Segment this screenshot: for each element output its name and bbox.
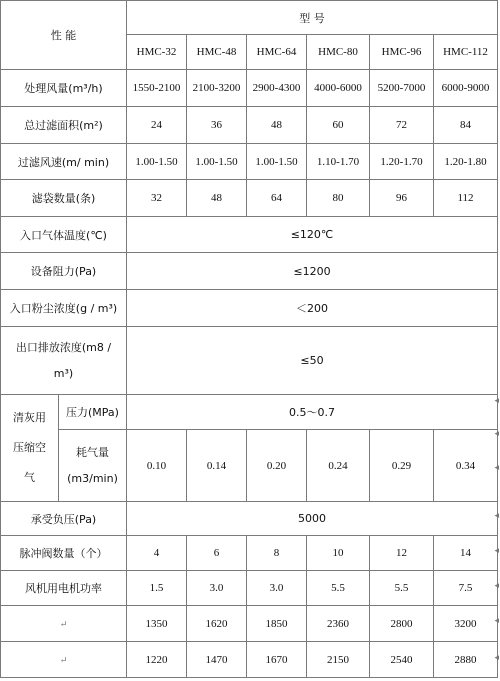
table-cell: 1850 [247,606,307,642]
table-cell: 1.00-1.50 [127,144,187,180]
table-cell: 1.5 [127,571,187,606]
table-cell: 1.20-1.70 [370,144,434,180]
table-cell: 0.24 [307,430,370,502]
table-cell: 1620 [187,606,247,642]
table-cell: 0.10 [127,430,187,502]
row-end-mark-icon: ◂ [494,615,499,625]
model-header: 型 号 [127,1,498,35]
table-cell: 1.20-1.80 [434,144,498,180]
table-cell: 1220 [127,642,187,678]
row-end-mark-icon: ◂ [494,428,499,438]
compressed-air-group-label [1,395,59,502]
model-name: HMC-96 [370,35,434,70]
table-cell: 10 [307,536,370,571]
table-cell: 3.0 [187,571,247,606]
table-cell: 2900-4300 [247,70,307,107]
row-label-line: 耗气量 [76,445,109,459]
table-cell: 72 [370,107,434,144]
model-name: HMC-48 [187,35,247,70]
table-cell: 1.00-1.50 [247,144,307,180]
table-cell: 0.20 [247,430,307,502]
table-cell: 8 [247,536,307,571]
table-cell: 48 [187,180,247,217]
group-label-line: 气 [24,471,35,484]
table-cell: 14 [434,536,498,571]
table-cell: ≤1200 [127,253,498,290]
row-label: 处理风量(m³/h) [1,70,127,107]
model-name: HMC-112 [434,35,498,70]
table-cell: 0.5～0.7 [127,395,498,430]
row-label: 入口气体温度(℃) [1,217,127,253]
row-label: 过滤风速(m/ min) [1,144,127,180]
table-cell: 96 [370,180,434,217]
table-cell: 0.34 [434,430,498,502]
row-end-mark-icon: ◂ [494,462,499,472]
table-row [1,502,498,536]
model-name: HMC-32 [127,35,187,70]
table-cell: 5.5 [370,571,434,606]
table-cell: 2800 [370,606,434,642]
table-cell: 84 [434,107,498,144]
table-cell: 2540 [370,642,434,678]
table-row [1,144,498,180]
performance-header: 性 能 [1,1,127,70]
table-row [1,290,498,327]
table-cell: 2880 [434,642,498,678]
row-end-mark-icon: ◂ [494,510,499,520]
table-cell: 64 [247,180,307,217]
row-label-line: (m3/min) [67,471,118,485]
table-cell: 1470 [187,642,247,678]
row-label: 总过滤面积(m²) [1,107,127,144]
table-cell: 2150 [307,642,370,678]
row-label-empty [1,642,127,678]
table-cell: 4 [127,536,187,571]
table-cell: 1550-2100 [127,70,187,107]
row-end-mark-icon: ◂ [494,652,499,662]
table-cell: 112 [434,180,498,217]
table-row [1,107,498,144]
table-row [1,536,498,571]
table-cell: 5200-7000 [370,70,434,107]
table-cell: 2360 [307,606,370,642]
row-end-mark-icon: ◂ [494,395,499,405]
row-label: 压力(MPa) [59,395,127,430]
table-cell: 6000-9000 [434,70,498,107]
header-row [1,1,498,35]
table-cell: 3200 [434,606,498,642]
table-row [1,217,498,253]
table-cell: 2100-3200 [187,70,247,107]
table-cell: 3.0 [247,571,307,606]
row-label-line: m³) [53,366,74,380]
table-row [1,70,498,107]
table-row [1,180,498,217]
paragraph-mark-icon: ↵ [59,654,68,665]
table-cell: 1670 [247,642,307,678]
table-cell: 5.5 [307,571,370,606]
table-cell: 0.29 [370,430,434,502]
paragraph-mark-icon: ↵ [59,618,68,629]
row-end-mark-icon: ◂ [494,545,499,555]
table-cell: 36 [187,107,247,144]
model-name: HMC-64 [247,35,307,70]
row-label: 设备阻力(Pa) [1,253,127,290]
row-label-empty [1,606,127,642]
table-cell: ≤50 [127,327,498,395]
table-cell: 5000 [127,502,498,536]
model-name: HMC-80 [307,35,370,70]
row-label-line: 出口排放浓度(m8 / [15,340,112,354]
table-cell: 1.10-1.70 [307,144,370,180]
table-row [1,571,498,606]
table-cell: 6 [187,536,247,571]
table-cell: 7.5 [434,571,498,606]
row-label [1,327,127,395]
table-cell: 24 [127,107,187,144]
row-label: 滤袋数量(条) [1,180,127,217]
table-cell: 32 [127,180,187,217]
table-row [1,327,498,395]
table-cell: 4000-6000 [307,70,370,107]
table-cell: 0.14 [187,430,247,502]
table-cell: 1350 [127,606,187,642]
table-row [1,395,498,430]
group-label-line: 清灰用 [13,411,46,424]
group-label-line: 压缩空 [13,441,46,454]
row-end-mark-icon: ◂ [494,580,499,590]
row-label: 风机用电机功率 [1,571,127,606]
row-label: 脉冲阀数量（个） [1,536,127,571]
table-cell: 1.00-1.50 [187,144,247,180]
table-cell: 80 [307,180,370,217]
table-row [1,642,498,678]
table-cell: 60 [307,107,370,144]
row-label: 承受负压(Pa) [1,502,127,536]
row-label: 入口粉尘浓度(g / m³) [1,290,127,327]
table-row [1,606,498,642]
table-cell: 48 [247,107,307,144]
table-row [1,430,498,502]
row-label [59,430,127,502]
table-row [1,253,498,290]
table-cell: ＜200 [127,290,498,327]
table-cell: 12 [370,536,434,571]
table-cell: ≤120℃ [127,217,498,253]
